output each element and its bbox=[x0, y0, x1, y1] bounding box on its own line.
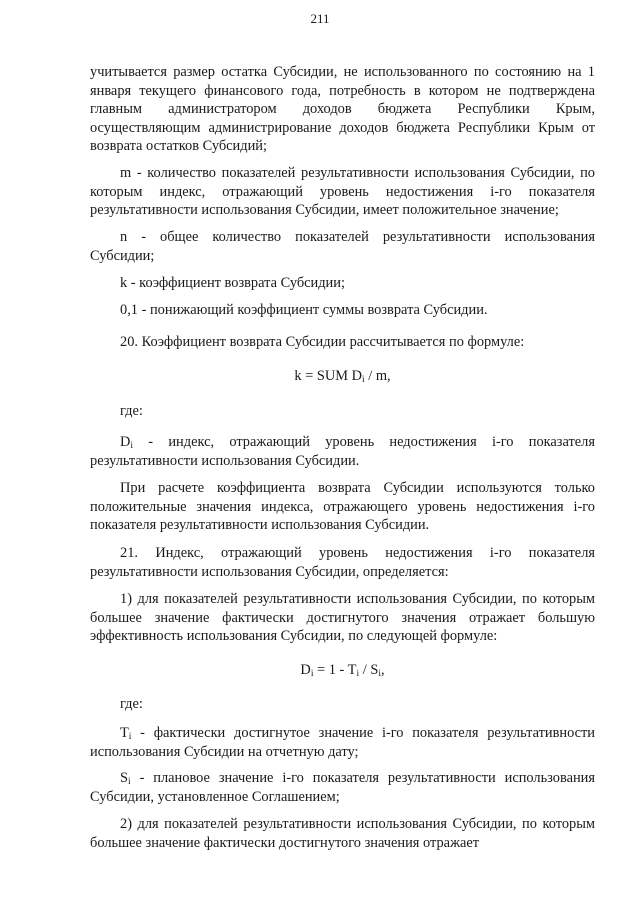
paragraph-reduction-coefficient: 0,1 - понижающий коэффициент суммы возврата Субсидии. bbox=[120, 302, 488, 318]
paragraph-di-definition: $D_i$ - индекс, отражающий уровень недостижения i-го показателя результативности использования Субсидии. bbox=[90, 434, 595, 469]
paragraph-item-20: 20. Коэффициент возврата Субсидии рассчитывается по формуле: bbox=[120, 334, 525, 350]
paragraph-k-definition: k - коэффициент возврата Субсидии; bbox=[120, 275, 345, 291]
paragraph-positive-values: При расчете коэффициента возврата Субсидии используются только положительные значения индекса, отражающего уровень недостижения i-го показателя результативности использования Субсидии. bbox=[90, 480, 595, 534]
paragraph-item-21: 21. Индекс, отражающий уровень недостижения i-го показателя результативности использования Субсидии, определяется: bbox=[90, 545, 595, 580]
where-label: где: bbox=[120, 696, 143, 712]
paragraph-n-definition: n - общее количество показателей результативности использования Субсидии; bbox=[90, 229, 595, 264]
where-label: где: bbox=[120, 403, 143, 419]
paragraph-m-definition: m - количество показателей результативности использования Субсидии, по которым индекс, отражающий уровень недостижения i-го показателя результативности использования Субсидии, имеет положительное значение; bbox=[90, 165, 595, 219]
formula-return-coefficient: k = SUM $D_i$ / m, bbox=[294, 368, 391, 385]
formula-index: $D_i = 1 - T_i / S_i$, bbox=[300, 662, 385, 679]
paragraph-item-21-1: 1) для показателей результативности использования Субсидии, по которым большее значение фактически достигнутого значения отражает большую эффективность использования Субсидии, по следующей формуле: bbox=[90, 591, 595, 645]
paragraph-item-21-2: 2) для показателей результативности использования Субсидии, по которым большее значение фактически достигнутого значения отражает bbox=[90, 816, 595, 851]
paragraph-residual-subsidy: учитывается размер остатка Субсидии, не использованного по состоянию на 1 января текущего финансового года, потребность в котором не подтверждена главным администратором доходов бюджета Республики Крым, осуществляющим администрирование доходов бюджета Республики Крым от возврата остатков Субсидий; bbox=[90, 64, 595, 155]
paragraph-si-definition: $S_i$ - плановое значение i-го показателя результативности использования Субсидии, установленное Соглашением; bbox=[90, 770, 595, 805]
paragraph-ti-definition: $T_i$ - фактически достигнутое значение i-го показателя результативности использования Субсидии на отчетную дату; bbox=[90, 725, 595, 760]
page-number: 211 bbox=[310, 11, 330, 26]
